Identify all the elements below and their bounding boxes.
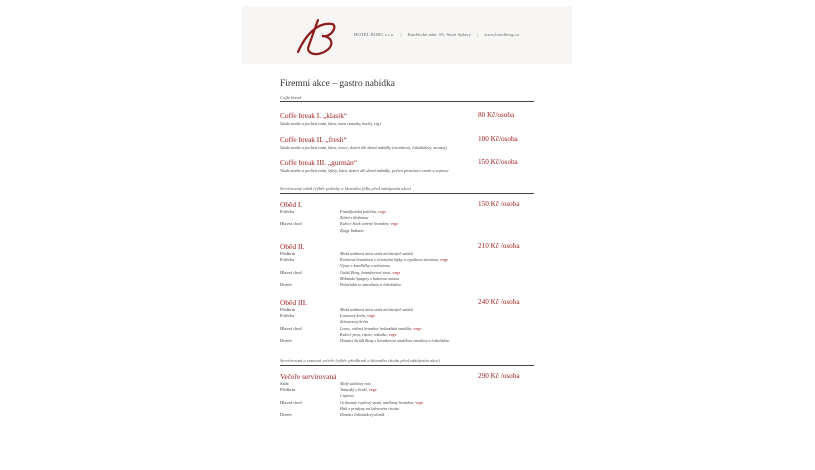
section-divider — [280, 365, 534, 366]
dish-text: Krémová brambora s čerstvými šípky a vypeknou slaninou, vege — [340, 257, 449, 263]
course-label: Předkrm — [280, 387, 296, 393]
dish-text: Tatarský s hruší, vege — [340, 387, 377, 393]
dish-text: Kuřecí řízek vařený brambor, vege — [340, 221, 399, 227]
vege-tag: vege — [392, 269, 401, 275]
vege-tag: vege — [390, 221, 399, 227]
dish-text: Frankfurtská polévka, vege — [340, 209, 386, 214]
course-label: Dezert — [280, 412, 292, 417]
dish-text: Caprese — [340, 393, 354, 399]
dinner-menu-price: 290 Kč /osoba — [478, 372, 520, 380]
dish-text: Malý salátový mix — [340, 381, 371, 386]
dish-text: Domácí čokoládový dortík — [340, 412, 385, 417]
section-divider — [280, 193, 534, 194]
course-label: Předkrm — [280, 251, 296, 256]
section-label-dinner: Servírovaná a rautová večeře (výběr předkrmů a hlavního chodu před zahájením akce) — [280, 358, 440, 363]
coffee-item-title: Coffe break II. „fresh“ — [280, 135, 347, 144]
course-label: Salát — [280, 381, 289, 386]
coffee-item-title: Coffe break I. „klasik“ — [280, 111, 348, 120]
dish-text: Guláš Borg, bramborové rosti, vege — [340, 269, 401, 275]
coffee-item-desc: Vinda studie a prolívá voda, káva, toast (zmatky, buchy, cíg) — [280, 121, 381, 126]
course-label: Polévka — [280, 313, 295, 319]
coffee-item-title: Coffe break III. „gurmán“ — [280, 158, 358, 167]
coffee-item-desc: Vinda studie a prolívá voda, šťávy, káva, dezert dle denní nabídky, pečivo prosciutto crudo a caprese — [280, 168, 449, 173]
course-label: Hlavní chod — [280, 325, 302, 331]
dish-text: Malá salátová mísa směs míchaných salátů — [340, 251, 413, 256]
dish-text: Malá salátová mísa směs míchaných salátů — [340, 307, 413, 312]
coffee-item-price: 150 Kč/osoba — [478, 158, 518, 166]
company-address: Kunětické nám. 85, Staré Splavy — [407, 32, 472, 37]
lunch-menu-price: 210 Kč /osoba — [478, 242, 520, 250]
vege-tag: vege — [367, 313, 376, 319]
company-name: HOTEL BORG s.r.o. — [354, 32, 395, 37]
coffee-item-price: 100 Kč/osoba — [478, 135, 518, 143]
dish-text: Kuřecí prsa, rizoto, rokotka, vege — [340, 331, 397, 337]
lunch-menu-title: Oběd I. — [280, 200, 303, 209]
vege-tag: vege — [413, 325, 422, 331]
dish-text: Zelná s klobásou — [340, 215, 369, 221]
vege-tag: vege — [378, 209, 386, 214]
lunch-menu-title: Oběd II. — [280, 242, 305, 251]
section-divider — [280, 101, 534, 102]
dish-text: Milánské špagety s hubovou masou — [340, 275, 400, 281]
vege-tag: vege — [388, 331, 397, 337]
dish-text: Lososový krém, vege — [340, 313, 376, 319]
header-contact: HOTEL BORG s.r.o. | Kunětické nám. 85, Staré Splavy | www.hotelborg.cz — [354, 32, 520, 37]
course-label: Polévka — [280, 209, 295, 214]
page-title: Firemní akce – gastro nabídka — [280, 79, 396, 89]
course-label: Polévka — [280, 257, 295, 263]
vege-tag: vege — [415, 399, 424, 405]
company-web[interactable]: www.hotelborg.cz — [484, 32, 520, 37]
section-label-lunch: Servírovaný oběd (výběr polévky a hlavního jídla před zahájením akce) — [280, 186, 412, 191]
course-label: Předkrm — [280, 307, 296, 312]
dish-text: Vývar s knedlíčky a zeleninou — [340, 263, 390, 269]
dish-text: Halt z pradyny na lahvovém risotto — [340, 405, 400, 411]
lunch-menu-title: Oběd III. — [280, 298, 308, 307]
hotel-logo — [292, 14, 340, 58]
course-label: Dezert — [280, 338, 292, 343]
vege-tag: vege — [440, 257, 449, 263]
section-label-coffee: Coffe break — [280, 95, 302, 100]
dish-text: Palačinka se zmrzlinou a čokoládou — [340, 282, 401, 287]
vege-tag: vege — [368, 387, 377, 393]
lunch-menu-price: 150 Kč /osoba — [478, 200, 520, 208]
course-label: Dezert — [280, 282, 292, 287]
dish-text: Losos, vařený brambor holandská omáčka, vege — [340, 325, 422, 331]
dish-text: Zjagy Indiana — [340, 227, 364, 233]
course-label: Hlavní chod — [280, 269, 302, 275]
coffee-item-desc: Vinda studie a prolívá voda, káva, ovoce, dezert dle denní nabídky (tvarohový, čokoládový, moussy) — [280, 145, 448, 150]
coffee-item-price: 80 Kč/osoba — [478, 111, 515, 119]
dish-text: Domácí štrůdl Borg s bezinkovou omáčkou zmrzliny a čokoládou — [340, 338, 449, 343]
course-label: Hlavní chod — [280, 399, 302, 405]
dish-text: Grilovaný vepřový steak, mačkaný brambor, vege — [340, 399, 424, 405]
lunch-menu-price: 240 Kč /osoba — [478, 298, 520, 306]
dinner-menu-title: Večeře servírovaná — [280, 372, 337, 381]
dish-text: Zeleninový krém — [340, 319, 368, 325]
course-label: Hlavní chod — [280, 221, 302, 227]
